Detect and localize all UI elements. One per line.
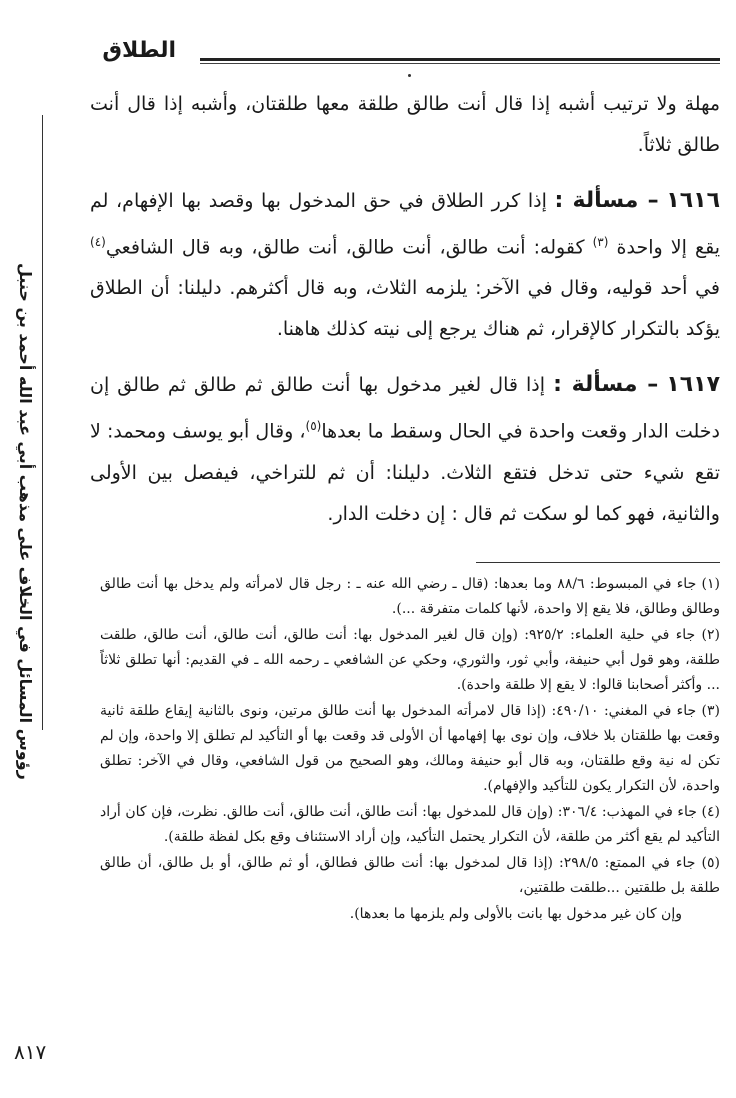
header-rule-thin: [200, 63, 720, 64]
footnote-4: (٤) جاء في المهذب: ٣٠٦/٤: (وإن قال للمدخول بها: أنت طالق، أنت طالق، أنت طالق. نظرت، فإن كان أراد التأكيد لم يقع أكثر من طلقة، لأن التكرار يحتمل التأكيد، وإن أراد الاستئناف وقع بكل لفظة طلقة).: [100, 804, 720, 845]
footnote-ref-4[interactable]: (٤): [90, 235, 106, 249]
footnote-5: (٥) جاء في الممتع: ٢٩٨/٥: (إذا قال لمدخول بها: أنت طالق فطالق، أو ثم طالق، أو بل طالق، أن طالق طلقة بل طلقتين ...طلقت طلقتين،: [100, 855, 721, 896]
issue-number: ١٦١٦: [666, 188, 720, 213]
main-text: [90, 84, 720, 535]
page-number: ٨١٧: [14, 1040, 47, 1064]
issue-number: ١٦١٧: [666, 372, 720, 398]
issue-label: مسألة :: [553, 372, 638, 398]
page-header-title: الطلاق: [102, 38, 176, 63]
footnote-ref-3[interactable]: (٣): [592, 235, 609, 249]
footnote-separator: [476, 562, 720, 563]
paragraph-intro: مهلة ولا ترتيب أشبه إذا قال أنت طالق طلقة معها طلقتان، وأشبه إذا قال أنت طالق ثلاثاً.: [90, 93, 720, 156]
footnote-5-continued: وإن كان غير مدخول بها بانت بالأولى ولم يلزمها ما بعدها).: [349, 906, 682, 922]
footnote-3: (٣) جاء في المغني: ٤٩٠/١٠: (إذا قال لامرأته المدخول بها أنت طالق مرتين، ونوى بالثانية إيقاع طلقة ثانية وقعت بها طلقتان بلا خلاف، وإن نوى بها إفهامها أن الأولى قد وقعت بها أو التأكيد لم تطلق إلا واحدة، وإن لم تكن له نية وقع طلقتان، وبه قال أبو حنيفة ومالك، وهو الصحيح من قول الشافعي، وقال في الآخر: تطلق واحدة، لأن التكرار يكون للتأكيد والإفهام).: [100, 703, 721, 794]
issue-1617: ١٦١٧ – مسألة : إذا قال لغير مدخول بها أنت طالق ثم طالق ثم طالق إن دخلت الدار وقعت واحدة في الحال وسقط ما بعدها$^{(٥)}$، وقال أبو يوسف ومحمد: لا تقع شيء حتى تدخل فتقع الثلاث. دليلنا: أن ثم للتراخي، فيفصل بين الأولى والثانية، فهو كما لو سكت ثم قال : إن دخلت الدار.: [90, 372, 720, 525]
footnote-ref-5[interactable]: (٥): [305, 419, 322, 434]
footnote-2: (٢) جاء في حلية العلماء: ٩٢٥/٢: (وإن قال لغير المدخول بها: أنت طالق، أنت طالق، أنت طالق، طلقت طلقة، وهو قول أبي حنيفة، وأبي ثور، والثوري، وحكي عن الشافعي ـ رحمه الله ـ في القديم: أنها تطلق ثلاثاً ... وأكثر أصحابنا قالوا: لا يقع إلا طلقة واحدة).: [100, 627, 721, 693]
footnotes: [100, 572, 720, 928]
ink-dot: [408, 74, 411, 77]
issue-1616: ١٦١٦ – مسألة : إذا كرر الطلاق في حق المدخول بها وقصد بها الإفهام، لم يقع إلا واحدة $^{(٣)}$ كقوله: أنت طالق، أنت طالق، أنت طالق، وبه قال الشافعي$^{(٤)}$ في أحد قوليه، وقال في الآخر: يلزمه الثلاث، وبه قال أكثرهم. دليلنا: أن الطلاق يؤكد بالتكرار كالإقرار، ثم هناك يرجع إلى نيته كذلك هاهنا.: [90, 188, 720, 341]
header-rule: [200, 58, 720, 61]
footnote-1: (١) جاء في المبسوط: ٨٨/٦ وما بعدها: (قال ـ رضي الله عنه ـ : رجل قال لامرأته ولم يدخل بها أنت طالق وطالق وطالق، فلا يقع إلا واحدة، لأنها كلمات متفرقة ...).: [100, 576, 721, 617]
side-running-title: رؤوس المسائل في الخلاف على مذهب أبي عبد الله أحمد بن حنبل: [16, 263, 35, 780]
issue-label: مسألة :: [554, 188, 639, 213]
side-rule: [42, 115, 43, 730]
